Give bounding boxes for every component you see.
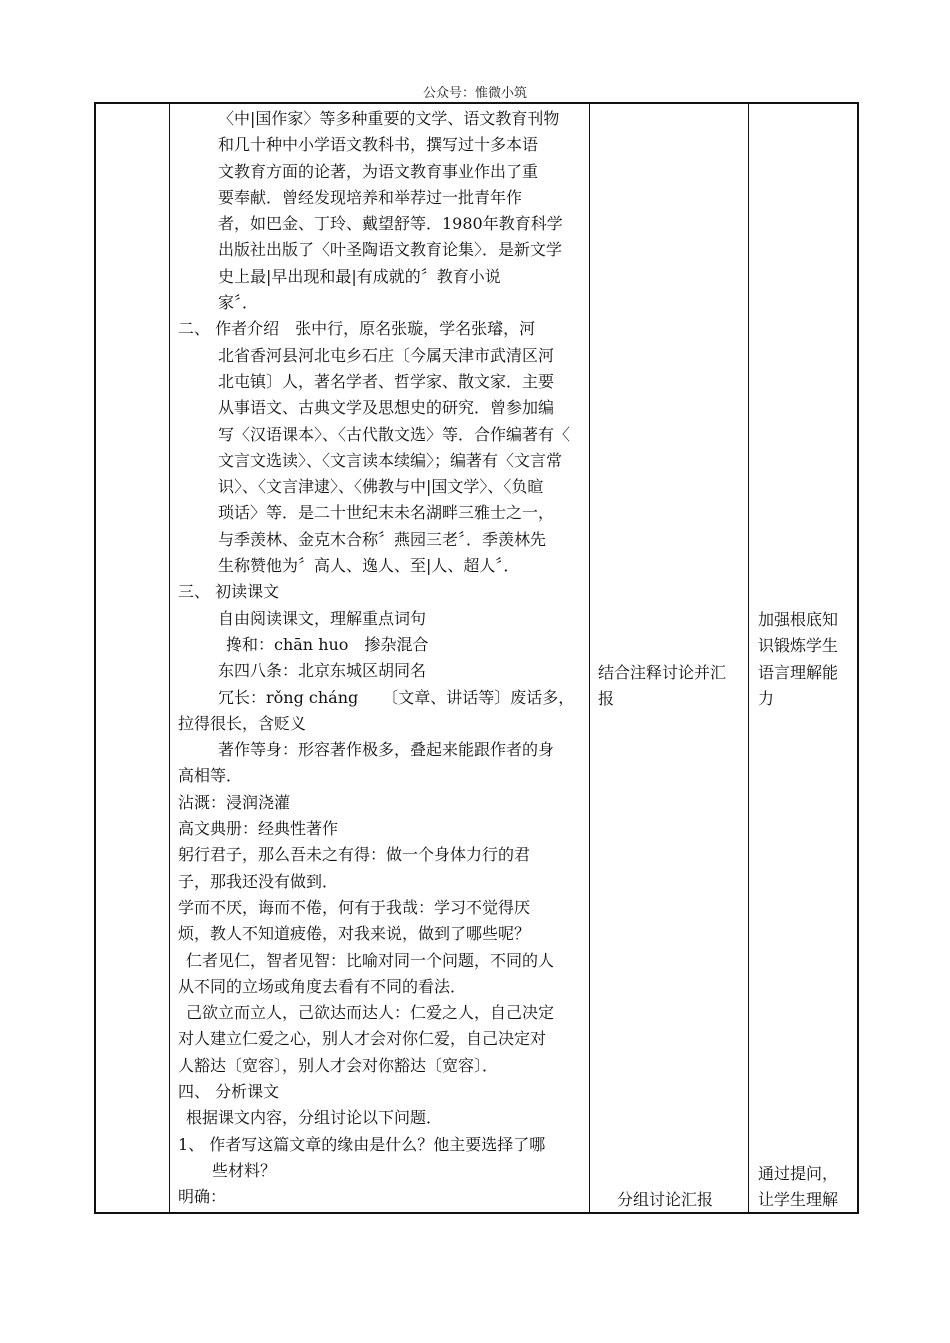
content-line: 琐话〉等．是二十世纪末未名湖畔三雅士之一，	[218, 503, 555, 523]
design-intent-cell-1	[758, 607, 854, 712]
content-line: 从事语文、古典文学及思想史的研究．曾参加编	[218, 398, 555, 418]
content-line: 东四八条：北京东城区胡同名	[218, 661, 427, 681]
content-line: 二、 作者介绍 张中行，原名张璇，学名张璿，河	[178, 319, 536, 339]
content-line: 子，那我还没有做到．	[178, 871, 339, 891]
content-line: 搀和：chān huo 掺杂混合	[226, 634, 429, 654]
content-line: 自由阅读课文，理解重点词句	[218, 608, 427, 628]
design-intent-cell-2	[758, 1161, 854, 1214]
content-line: 明确：	[178, 1187, 227, 1207]
content-line: 人豁达〔宽容〕，别人才会对你豁达〔宽容〕．	[178, 1055, 499, 1075]
student-activity-line: 报	[598, 689, 615, 709]
content-line: 家〞．	[218, 293, 259, 313]
content-line: 著作等身：形容著作极多，叠起来能跟作者的身	[218, 740, 555, 760]
column-divider-2	[589, 102, 590, 1214]
design-intent-line: 让学生理解	[758, 1190, 839, 1210]
content-line: 出版社出版了〈叶圣陶语文教育论集〉．是新文学	[218, 240, 563, 260]
student-activity-line: 结合注释讨论并汇	[598, 663, 727, 682]
content-line: 烦，教人不知道疲倦，对我来说，做到了哪些呢？	[178, 924, 531, 944]
content-line: 对人建立仁爱之心，别人才会对你仁爱，自己决定对	[178, 1029, 547, 1049]
teaching-content-cell	[178, 106, 580, 1210]
content-line: 史上最|早出现和最|有成就的〞教育小说	[218, 266, 501, 286]
content-line: 冗长：rǒng cháng 〔文章、讲话等〕废话多，	[218, 687, 575, 707]
content-line: 识〉、〈文言津逮〉、〈佛教与中|国文学〉、〈负暄	[218, 477, 544, 497]
design-intent-line: 识锻炼学生	[758, 636, 839, 656]
content-line: 从不同的立场或角度去看有不同的看法．	[178, 976, 467, 996]
design-intent-line: 语言理解能	[758, 662, 839, 682]
content-line: 四、 分析课文	[178, 1081, 280, 1101]
content-line: 躬行君子，那么吾未之有得：做一个身体力行的君	[178, 845, 531, 865]
design-intent-line: 通过提问，	[758, 1164, 839, 1183]
content-line: 拉得很长，含贬义	[178, 713, 307, 733]
student-activity-line: 分组讨论汇报	[616, 1190, 713, 1209]
content-line: 北屯镇〕人，著名学者、哲学家、散文家．主要	[218, 371, 555, 391]
content-line: 文教育方面的论著，为语文教育事业作出了重	[218, 161, 539, 181]
content-line: 要奉献．曾经发现培养和举荐过一批青年作	[218, 187, 523, 207]
content-line: 高文典册：经典性著作	[178, 819, 339, 839]
content-line: 三、 初读课文	[178, 582, 280, 602]
content-line: 高相等．	[178, 766, 243, 786]
content-line: 根据课文内容，分组讨论以下问题．	[186, 1108, 443, 1128]
design-intent-line: 力	[758, 688, 775, 708]
column-divider-3	[748, 102, 749, 1214]
content-line: 者，如巴金、丁玲、戴望舒等．1980年教育科学	[218, 214, 563, 234]
content-line: 北省香河县河北屯乡石庄〔今属天津市武清区河	[218, 345, 555, 365]
content-line: 文言文选读〉、〈文言读本续编〉；编著有〈文言常	[218, 450, 563, 470]
content-line: 仁者见仁，智者见智：比喻对同一个问题，不同的人	[186, 950, 555, 970]
content-line: 写〈汉语课本〉、〈古代散文选〉等．合作编著有〈	[218, 424, 571, 444]
content-line: 学而不厌，诲而不倦，何有于我哉：学习不觉得厌	[178, 897, 531, 917]
content-line: 沾溉：浸润浇灌	[178, 792, 291, 812]
content-line: 1、 作者写这篇文章的缘由是什么？他主要选择了哪	[178, 1134, 546, 1154]
content-line: 些材料？	[212, 1160, 277, 1180]
student-activity-cell-1	[598, 660, 744, 713]
content-line: 〈中|国作家〉等多种重要的文学、语文教育刊物	[218, 109, 560, 128]
design-intent-line: 加强根底知	[758, 610, 839, 629]
content-line: 与季羡林、金克木合称〞燕园三老〞．季羡林先	[218, 529, 547, 549]
column-divider-1	[169, 102, 170, 1214]
page-header: 公众号：惟微小筑	[422, 86, 527, 101]
student-activity-cell-2	[592, 1187, 738, 1213]
content-line: 生称赞他为〞高人、逸人、至|人、超人〞．	[218, 556, 520, 576]
content-line: 己欲立而立人，己欲达而达人：仁爱之人，自己决定	[186, 1003, 555, 1023]
content-line: 和几十种中小学语文教科书，撰写过十多本语	[218, 135, 539, 155]
